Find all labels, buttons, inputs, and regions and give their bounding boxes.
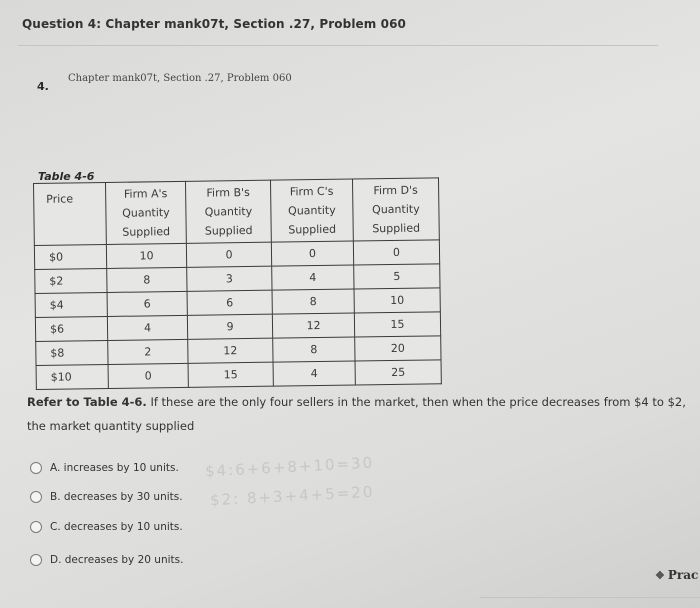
- question-subtitle: Chapter mank07t, Section .27, Problem 060: [68, 73, 292, 84]
- firm-d-cell: 20: [355, 336, 441, 361]
- firm-a-cell: 10: [106, 243, 186, 268]
- radio-button-icon[interactable]: [30, 554, 42, 566]
- column-header-text: Firm D's: [373, 183, 418, 198]
- firm-c-cell: 12: [272, 313, 354, 338]
- column-header-firm-a: [105, 181, 186, 244]
- firm-c-cell: 8: [272, 289, 354, 314]
- radio-button-icon[interactable]: [30, 491, 42, 503]
- column-header-firm-c: [270, 179, 353, 242]
- column-header-text: Firm A's: [123, 187, 168, 201]
- option-d[interactable]: [30, 554, 183, 566]
- option-d-label: D. decreases by 20 units.: [50, 554, 184, 566]
- practice-icon: ❖: [655, 569, 665, 582]
- firm-b-cell: 3: [187, 266, 272, 291]
- question-header-title: Question 4: Chapter mank07t, Section .27, Problem 060: [22, 17, 407, 31]
- firm-b-cell: 15: [188, 362, 273, 387]
- column-header-text: Quantity: [288, 203, 336, 218]
- price-cell: $6: [35, 316, 107, 341]
- column-header-text: Price: [46, 192, 74, 206]
- firm-a-cell: 8: [107, 267, 187, 292]
- option-c[interactable]: [30, 521, 183, 533]
- firm-b-cell: 6: [187, 290, 272, 315]
- option-c-label: C. decreases by 10 units.: [50, 521, 183, 533]
- column-header-text: Supplied: [204, 223, 253, 238]
- table-caption: Table 4-6: [38, 170, 95, 183]
- pencil-annotation-2: $2: 8+3+4+5=20: [209, 482, 375, 510]
- header-divider: [18, 45, 658, 46]
- practice-label: Prac: [667, 568, 699, 582]
- column-header-text: Firm C's: [289, 184, 334, 199]
- column-header-text: Supplied: [372, 221, 421, 236]
- price-cell: $2: [35, 268, 107, 293]
- pencil-annotation-1: $4:6+6+8+10=30: [204, 453, 375, 481]
- option-b[interactable]: [30, 491, 183, 503]
- option-a[interactable]: [30, 462, 179, 474]
- question-prompt: [27, 390, 697, 438]
- prompt-body: If these are the only four sellers in the market, then when the price decreases from $4 to $2, the market quantity supplied: [27, 395, 686, 433]
- firm-a-cell: 4: [107, 315, 187, 340]
- firm-d-cell: 10: [354, 288, 440, 313]
- table-row: [36, 360, 441, 390]
- column-header-firm-d: [352, 178, 439, 241]
- column-header-text: Supplied: [288, 222, 337, 237]
- option-a-label: A. increases by 10 units.: [50, 462, 179, 474]
- column-header-price: [34, 182, 107, 245]
- option-b-label: B. decreases by 30 units.: [50, 491, 183, 503]
- firm-a-cell: 2: [108, 339, 188, 364]
- prompt-lead: Refer to Table 4-6.: [27, 395, 147, 409]
- radio-button-icon[interactable]: [30, 521, 42, 533]
- supply-table: [33, 177, 442, 390]
- firm-d-cell: 0: [353, 240, 439, 265]
- firm-c-cell: 0: [271, 241, 353, 266]
- table-header-row: [34, 178, 440, 246]
- column-header-text: Supplied: [122, 225, 171, 239]
- column-header-text: Quantity: [372, 202, 420, 217]
- firm-c-cell: 4: [272, 265, 354, 290]
- column-header-firm-b: [185, 180, 271, 243]
- firm-a-cell: 0: [108, 363, 188, 388]
- firm-b-cell: 12: [188, 338, 273, 363]
- firm-c-cell: 4: [273, 361, 355, 386]
- firm-d-cell: 15: [354, 312, 440, 337]
- footer-divider: [480, 597, 700, 598]
- firm-b-cell: 9: [187, 314, 272, 339]
- column-header-text: Quantity: [122, 206, 170, 220]
- firm-c-cell: 8: [273, 337, 355, 362]
- price-cell: $10: [36, 364, 108, 389]
- column-header-text: Quantity: [204, 204, 253, 219]
- question-number: 4.: [37, 80, 49, 93]
- practice-link[interactable]: [655, 568, 698, 582]
- radio-button-icon[interactable]: [30, 462, 42, 474]
- price-cell: $8: [36, 340, 108, 365]
- firm-a-cell: 6: [107, 291, 187, 316]
- firm-d-cell: 25: [355, 360, 441, 385]
- firm-d-cell: 5: [354, 264, 440, 289]
- price-cell: $4: [35, 292, 107, 317]
- column-header-text: Firm B's: [206, 185, 250, 200]
- price-cell: $0: [34, 244, 106, 269]
- firm-b-cell: 0: [186, 242, 271, 267]
